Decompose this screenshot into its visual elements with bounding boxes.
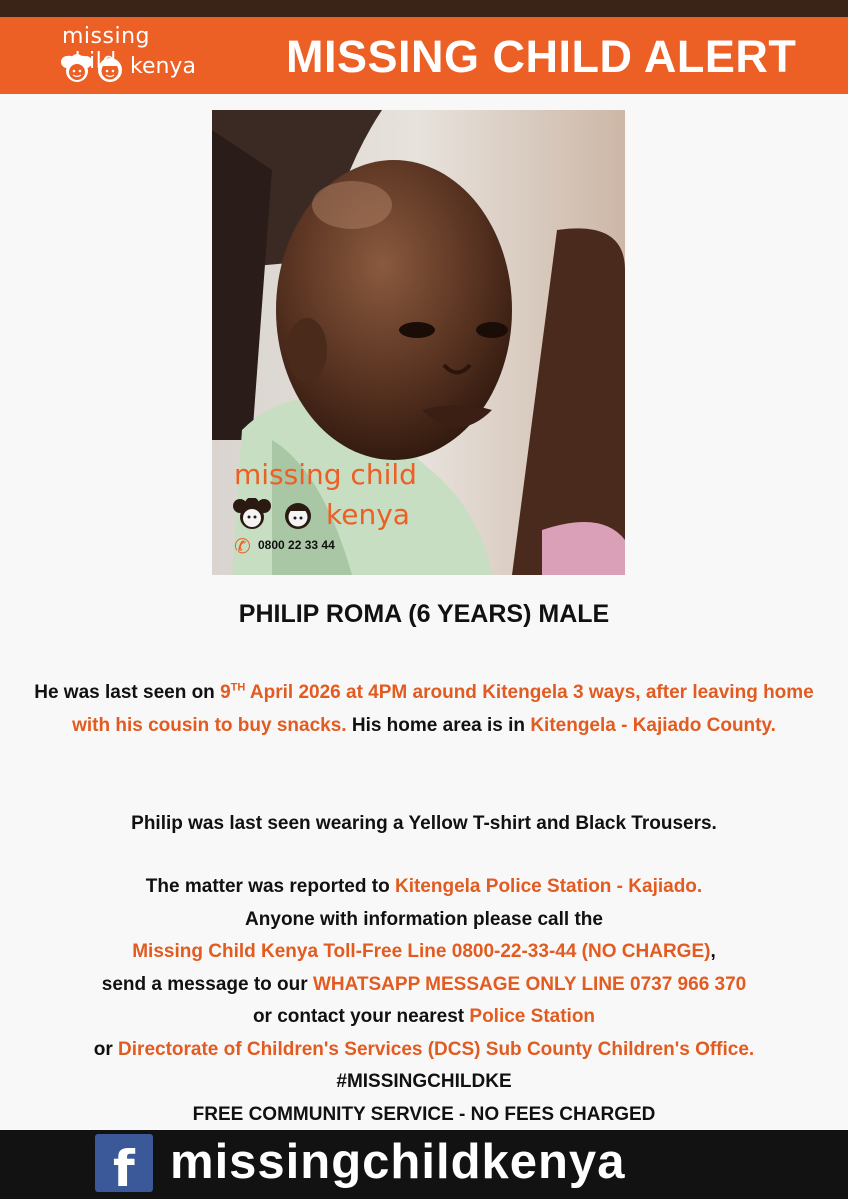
alert-title: MISSING CHILD ALERT	[286, 31, 797, 82]
logo-line2: kenya	[130, 54, 196, 79]
facebook-handle: missingchildkenya	[170, 1135, 626, 1189]
child-name-heading: PHILIP ROMA (6 YEARS) MALE	[238, 600, 610, 628]
facebook-icon: f	[95, 1134, 153, 1192]
free-service-note: FREE COMMUNITY SERVICE - NO FEES CHARGED	[192, 1103, 656, 1125]
photo-watermark	[232, 458, 432, 558]
last-seen-intro: He was last seen on	[34, 682, 221, 703]
police-station-name: Kitengela Police Station - Kajiado.	[394, 876, 703, 897]
hashtag: #MISSINGCHILDKE	[336, 1071, 512, 1092]
dcs-line: or Directorate of Children's Services (DCS) Sub County Children's Office.	[93, 1038, 755, 1060]
nearest-police-line: or contact your nearest Police Station	[252, 1006, 596, 1027]
phone-icon: ✆	[234, 536, 251, 558]
missing-child-kenya-logo	[60, 24, 210, 88]
contact-paragraph	[20, 871, 828, 1131]
reported-line: The matter was reported to Kitengela Police Station - Kajiado.	[145, 876, 703, 897]
watermark-line2: kenya	[326, 498, 410, 531]
home-area-intro: His home area is in	[346, 714, 531, 736]
header-banner	[0, 17, 848, 94]
last-seen-day: 9TH April 2026 at 4PM around Kitengela 3 ways, after leaving home with his cousin to buy snacks.	[72, 681, 814, 736]
watermark-phone: 0800 22 33 44	[258, 538, 335, 552]
clothing-paragraph: Philip was last seen wearing a Yellow T-shirt and Black Trousers.	[131, 813, 717, 834]
watermark-faces-icon	[232, 498, 320, 532]
whatsapp-line: send a message to our WHATSAPP MESSAGE ONLY LINE 0737 966 370	[101, 973, 747, 995]
tollfree-line: Missing Child Kenya Toll-Free Line 0800-22-33-44 (NO CHARGE),	[132, 941, 716, 962]
home-area: Kitengela - Kajiado County.	[530, 714, 776, 736]
logo-line1: missing	[62, 24, 150, 49]
child-photo	[212, 110, 625, 575]
watermark-line1: missing child	[234, 458, 417, 491]
last-seen-paragraph	[20, 677, 828, 742]
call-line: Anyone with information please call the	[245, 908, 603, 930]
children-faces-icon	[60, 54, 130, 86]
top-strip	[0, 0, 848, 17]
footer-banner	[0, 1130, 848, 1199]
